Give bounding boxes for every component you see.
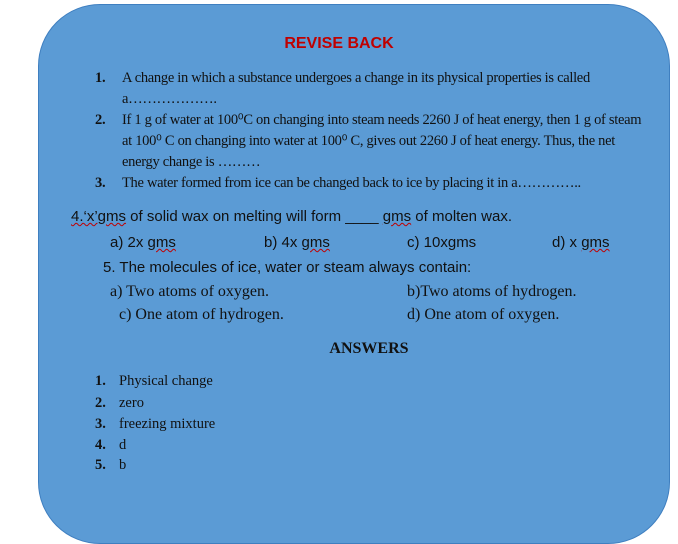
question-4-unit: gms	[382, 208, 412, 225]
question-4-text	[71, 208, 512, 225]
question-1-number: 1.	[95, 70, 106, 86]
question-4-suffix: of molten wax.	[411, 208, 513, 225]
answers-heading: ANSWERS	[329, 340, 409, 357]
question-4-option-a: a) 2x gms	[110, 234, 176, 251]
page-title: REVISE BACK	[284, 35, 394, 52]
question-3-text: The water formed from ice can be changed back to ice by placing it in a…………..	[122, 175, 581, 191]
question-5-option-b: b)Two atoms of hydrogen.	[407, 283, 577, 300]
question-2-number: 2.	[95, 112, 106, 128]
question-3-number: 3.	[95, 175, 106, 191]
question-4-option-d: d) x gms	[552, 234, 610, 251]
question-4-middle: of solid wax on melting will form ____	[126, 208, 383, 225]
question-1-text: A change in which a substance undergoes a change in its physical properties is called a……………….	[122, 70, 590, 107]
question-5-option-d: d) One atom of oxygen.	[407, 306, 560, 323]
question-4-prefix: 4.‘x’gms	[71, 208, 127, 225]
question-2-text: If 1 g of water at 100⁰C on changing into steam needs 2260 J of heat energy, then 1 g of steam at 100⁰ C on changing into water at 100⁰ C, gives out 2260 J of heat energy. Thus, the net energy change is ………	[122, 112, 642, 170]
question-5-option-c: c) One atom of hydrogen.	[119, 306, 284, 323]
question-4-option-b: b) 4x gms	[264, 234, 330, 251]
question-5-text: 5. The molecules of ice, water or steam always contain:	[103, 259, 472, 276]
question-5-option-a: a) Two atoms of oxygen.	[110, 283, 269, 300]
question-4-option-c: c) 10xgms	[407, 234, 477, 251]
